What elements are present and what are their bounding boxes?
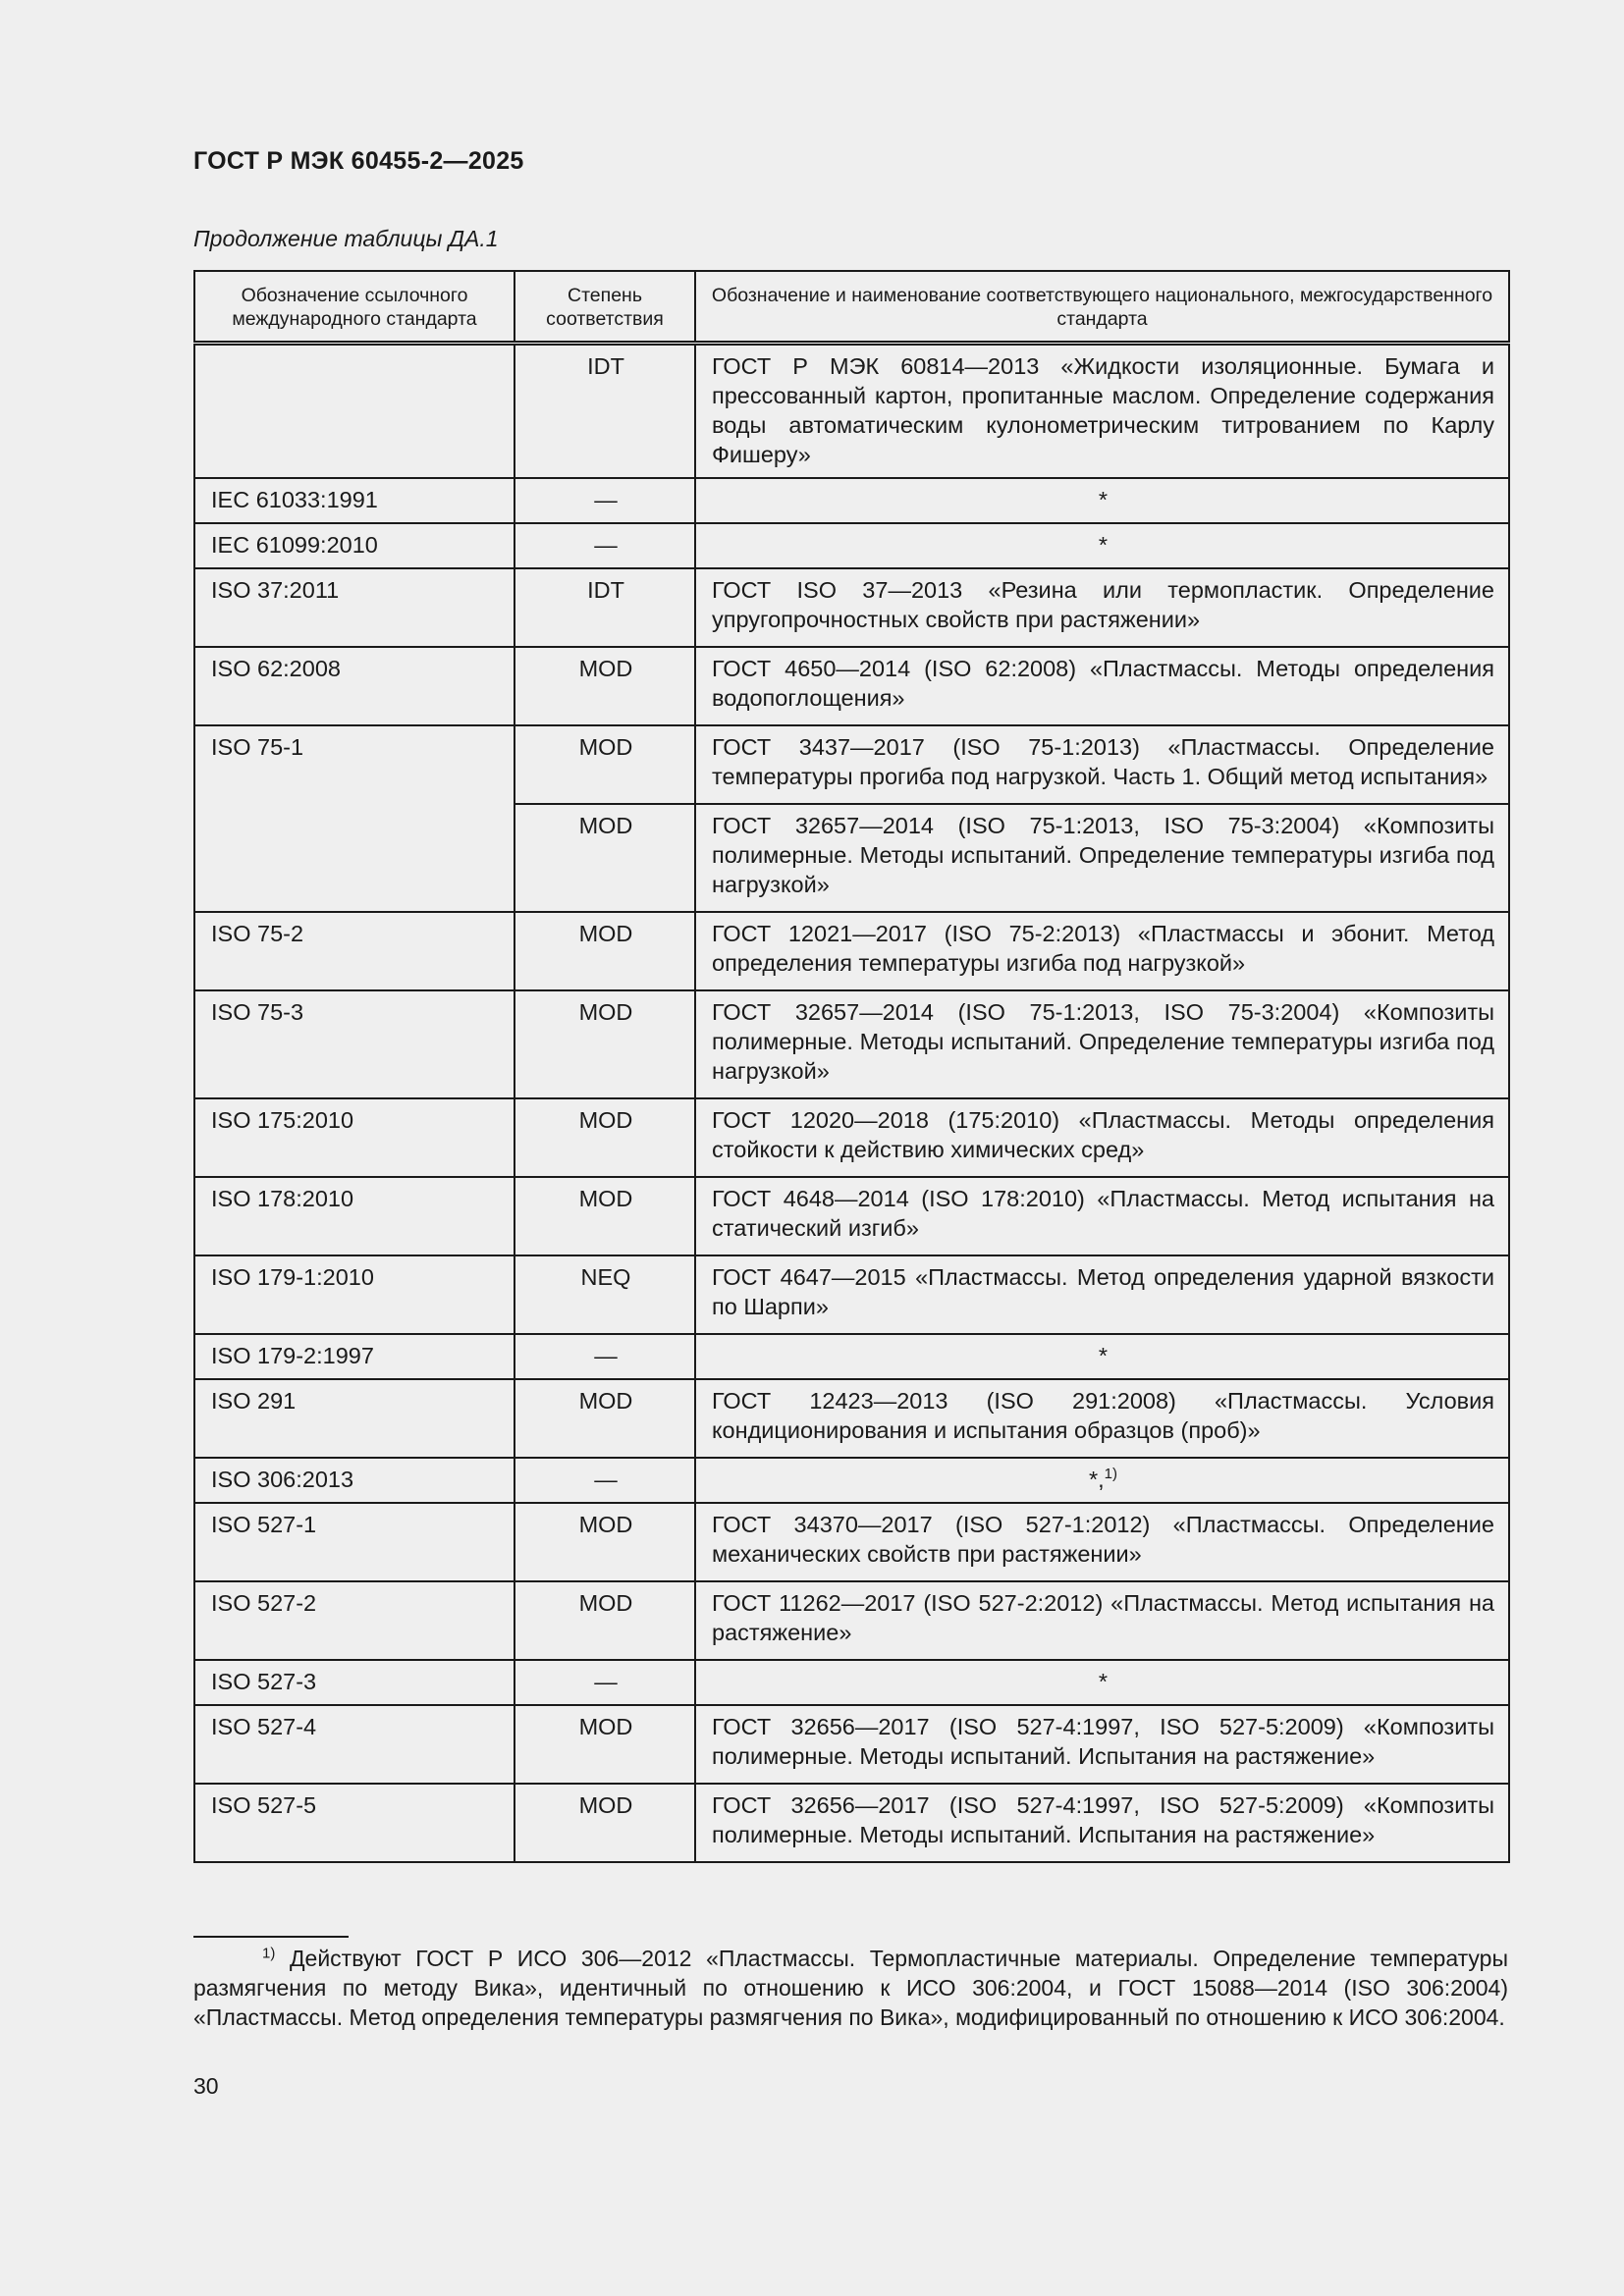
national-cell: ГОСТ 4647—2015 «Пластмассы. Метод определения ударной вязкости по Шарпи» (695, 1255, 1509, 1334)
ref-cell: ISO 75-2 (194, 912, 514, 990)
table-row (194, 1177, 1509, 1255)
national-cell: ГОСТ 32657—2014 (ISO 75-1:2013, ISO 75-3:2004) «Композиты полимерные. Методы испытаний. Определение температуры изгиба под нагрузкой» (695, 804, 1509, 912)
national-cell: ГОСТ 11262—2017 (ISO 527-2:2012) «Пластмассы. Метод испытания на растяжение» (695, 1581, 1509, 1660)
ref-cell: ISO 75-1 (194, 725, 514, 912)
degree-cell: — (514, 1458, 695, 1503)
degree-cell: MOD (514, 804, 695, 912)
national-cell: ГОСТ 32657—2014 (ISO 75-1:2013, ISO 75-3:2004) «Композиты полимерные. Методы испытаний. Определение температуры изгиба под нагрузкой» (695, 990, 1509, 1098)
column-header-national: Обозначение и наименование соответствующего национального, межгосударственного стандарта (695, 271, 1509, 344)
ref-cell: ISO 179-2:1997 (194, 1334, 514, 1379)
ref-cell: ISO 37:2011 (194, 568, 514, 647)
table-row (194, 1334, 1509, 1379)
correspondence-table (193, 270, 1510, 1863)
national-cell: * (695, 478, 1509, 523)
ref-cell: ISO 178:2010 (194, 1177, 514, 1255)
degree-cell: MOD (514, 1705, 695, 1784)
ref-cell: ISO 527-3 (194, 1660, 514, 1705)
degree-cell: MOD (514, 912, 695, 990)
national-cell: ГОСТ 12020—2018 (175:2010) «Пластмассы. Методы определения стойкости к действию химических сред» (695, 1098, 1509, 1177)
degree-cell: MOD (514, 1784, 695, 1862)
table-row (194, 1098, 1509, 1177)
footnote (193, 1944, 1508, 2032)
national-cell: ГОСТ 32656—2017 (ISO 527-4:1997, ISO 527-5:2009) «Композиты полимерные. Методы испытаний. Испытания на растяжение» (695, 1784, 1509, 1862)
ref-cell: ISO 527-4 (194, 1705, 514, 1784)
page-number: 30 (193, 2073, 219, 2099)
ref-cell: ISO 527-1 (194, 1503, 514, 1581)
ref-cell: IEC 61099:2010 (194, 523, 514, 568)
degree-cell: — (514, 1660, 695, 1705)
table-row (194, 1660, 1509, 1705)
ref-cell: ISO 527-2 (194, 1581, 514, 1660)
national-cell: ГОСТ 4648—2014 (ISO 178:2010) «Пластмассы. Метод испытания на статический изгиб» (695, 1177, 1509, 1255)
table-row (194, 647, 1509, 725)
national-cell: ГОСТ ISO 37—2013 «Резина или термопластик. Определение упругопрочностных свойств при растяжении» (695, 568, 1509, 647)
column-header-ref: Обозначение ссылочного международного стандарта (194, 271, 514, 344)
degree-cell: MOD (514, 1177, 695, 1255)
column-header-degree: Степень соответствия (514, 271, 695, 344)
degree-cell: — (514, 478, 695, 523)
degree-cell: MOD (514, 1098, 695, 1177)
national-cell (695, 1458, 1509, 1503)
table-row (194, 1784, 1509, 1862)
degree-cell: MOD (514, 1379, 695, 1458)
table-row (194, 1379, 1509, 1458)
national-cell: * (695, 1334, 1509, 1379)
degree-cell: MOD (514, 725, 695, 804)
ref-cell: IEC 61033:1991 (194, 478, 514, 523)
ref-cell (194, 344, 514, 479)
table-row (194, 1458, 1509, 1503)
degree-cell: IDT (514, 344, 695, 479)
national-cell: * (695, 523, 1509, 568)
table-row (194, 1705, 1509, 1784)
footnote-divider (193, 1936, 349, 1938)
table-row (194, 568, 1509, 647)
degree-cell: NEQ (514, 1255, 695, 1334)
table-row (194, 478, 1509, 523)
table-row (194, 912, 1509, 990)
table-row (194, 1503, 1509, 1581)
absent-standard-mark: *, (1088, 1467, 1105, 1492)
ref-cell: ISO 527-5 (194, 1784, 514, 1862)
table-row (194, 990, 1509, 1098)
table-header-row (194, 271, 1509, 344)
national-cell: ГОСТ 12021—2017 (ISO 75-2:2013) «Пластмассы и эбонит. Метод определения температуры изгиба под нагрузкой» (695, 912, 1509, 990)
ref-cell: ISO 306:2013 (194, 1458, 514, 1503)
table-row (194, 344, 1509, 479)
footnote-text: Действуют ГОСТ Р ИСО 306—2012 «Пластмассы. Термопластичные материалы. Определение температуры размягчения по методу Вика», идентичный по отношению к ИСО 306:2004, и ГОСТ 15088—2014 (ISO 306:2004) «Пластмассы. Метод определения температуры размягчения по Вика», модифицированный по отношению к ИСО 306:2004. (193, 1946, 1508, 2030)
ref-cell: ISO 179-1:2010 (194, 1255, 514, 1334)
national-cell: ГОСТ 12423—2013 (ISO 291:2008) «Пластмассы. Условия кондиционирования и испытания образцов (проб)» (695, 1379, 1509, 1458)
ref-cell: ISO 62:2008 (194, 647, 514, 725)
ref-cell: ISO 175:2010 (194, 1098, 514, 1177)
degree-cell: IDT (514, 568, 695, 647)
degree-cell: MOD (514, 647, 695, 725)
national-cell: ГОСТ 32656—2017 (ISO 527-4:1997, ISO 527-5:2009) «Композиты полимерные. Методы испытаний. Испытания на растяжение» (695, 1705, 1509, 1784)
degree-cell: — (514, 1334, 695, 1379)
national-cell: ГОСТ 34370—2017 (ISO 527-1:2012) «Пластмассы. Определение механических свойств при растяжении» (695, 1503, 1509, 1581)
table-row (194, 1581, 1509, 1660)
table-row (194, 725, 1509, 804)
degree-cell: — (514, 523, 695, 568)
national-cell: ГОСТ Р МЭК 60814—2013 «Жидкости изоляционные. Бумага и прессованный картон, пропитанные маслом. Определение содержания воды автоматическим кулонометрическим титрованием по Карлу Фишеру» (695, 344, 1509, 479)
national-cell: ГОСТ 4650—2014 (ISO 62:2008) «Пластмассы. Методы определения водопоглощения» (695, 647, 1509, 725)
degree-cell: MOD (514, 990, 695, 1098)
footnote-ref-marker: 1) (1104, 1466, 1118, 1483)
table-row (194, 1255, 1509, 1334)
ref-cell: ISO 291 (194, 1379, 514, 1458)
footnote-marker: 1) (262, 1945, 276, 1962)
degree-cell: MOD (514, 1581, 695, 1660)
document-header-title: ГОСТ Р МЭК 60455-2—2025 (193, 147, 524, 175)
national-cell: ГОСТ 3437—2017 (ISO 75-1:2013) «Пластмассы. Определение температуры прогиба под нагрузкой. Часть 1. Общий метод испытания» (695, 725, 1509, 804)
table-caption: Продолжение таблицы ДА.1 (193, 226, 499, 251)
ref-cell: ISO 75-3 (194, 990, 514, 1098)
table-row (194, 523, 1509, 568)
degree-cell: MOD (514, 1503, 695, 1581)
national-cell: * (695, 1660, 1509, 1705)
